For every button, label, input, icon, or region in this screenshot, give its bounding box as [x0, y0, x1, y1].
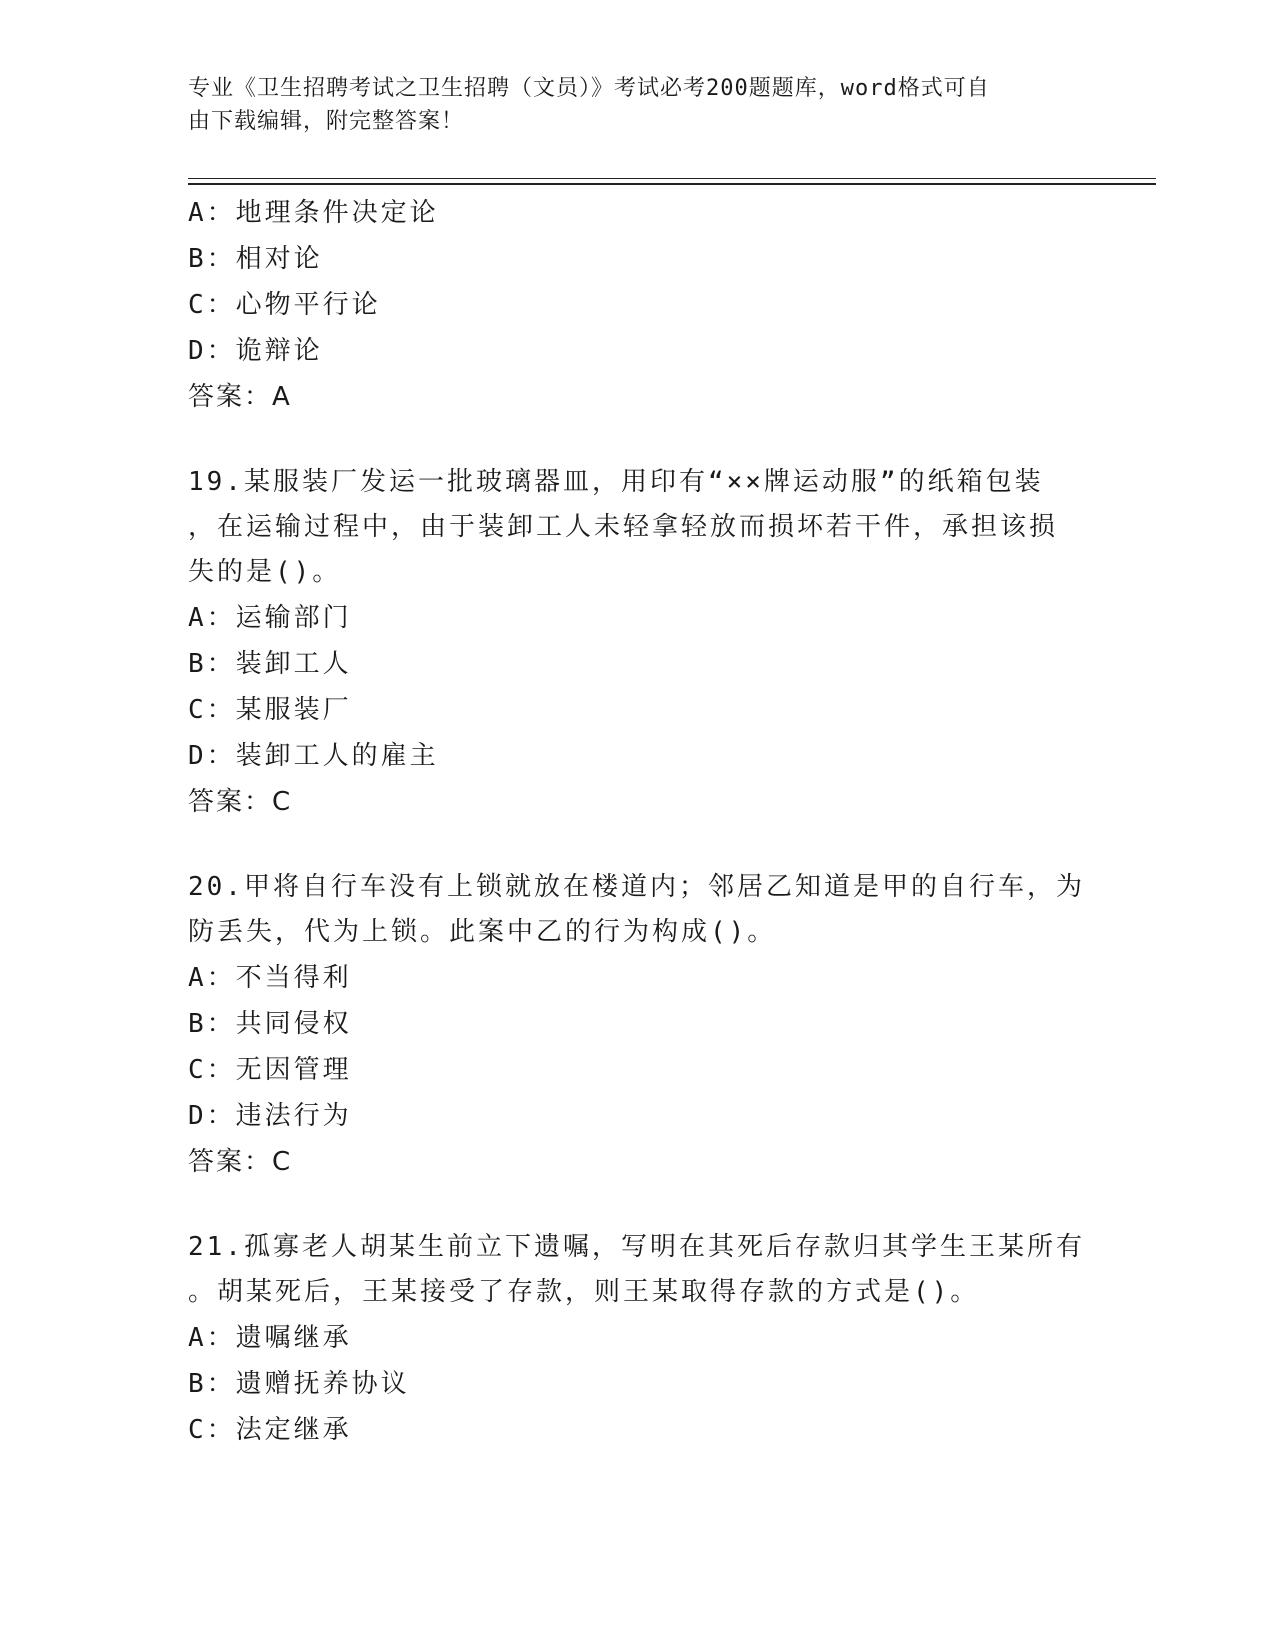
answer-key: 答案：A [188, 382, 292, 412]
question-block [188, 190, 1088, 420]
answer-option: B：装卸工人 [188, 649, 352, 679]
answer-option: B：遗赠抚养协议 [188, 1369, 410, 1399]
block-spacer [188, 825, 1088, 865]
header-rule-thick [188, 183, 1156, 185]
answer-option: D：装卸工人的雇主 [188, 741, 439, 771]
answer-option: C：某服装厂 [188, 695, 352, 725]
question-block [188, 1185, 1088, 1453]
question-text-line: 19.某服装厂发运一批玻璃器皿，用印有“××牌运动服”的纸箱包装 [188, 467, 1044, 497]
answer-key: 答案：C [188, 1147, 293, 1177]
header-rule-thin [188, 178, 1156, 179]
question-block [188, 825, 1088, 1185]
question-text-line: 21.孤寡老人胡某生前立下遗嘱，写明在其死后存款归其学生王某所有 [188, 1232, 1085, 1262]
block-spacer [188, 1185, 1088, 1225]
answer-option: B：共同侵权 [188, 1009, 352, 1039]
answer-option: A：运输部门 [188, 603, 352, 633]
answer-option: A：遗嘱继承 [188, 1323, 352, 1353]
document-header [188, 72, 1088, 138]
answer-option: D：违法行为 [188, 1101, 352, 1131]
answer-option: D：诡辩论 [188, 336, 323, 366]
answer-option: B：相对论 [188, 244, 323, 274]
answer-option: C：无因管理 [188, 1055, 352, 1085]
question-text-line: 20.甲将自行车没有上锁就放在楼道内；邻居乙知道是甲的自行车，为 [188, 872, 1085, 902]
answer-option: C：法定继承 [188, 1415, 352, 1445]
answer-option: C：心物平行论 [188, 290, 381, 320]
question-text-line: ，在运输过程中，由于装卸工人未轻拿轻放而损坏若干件，承担该损 [188, 512, 1059, 542]
header-line-2: 由下载编辑，附完整答案！ [188, 109, 465, 134]
question-block [188, 420, 1088, 825]
question-list [188, 190, 1088, 1453]
answer-key: 答案：C [188, 787, 293, 817]
block-spacer [188, 420, 1088, 460]
answer-option: A：不当得利 [188, 963, 352, 993]
question-text-line: 失的是()。 [188, 557, 342, 587]
question-text-line: 防丢失，代为上锁。此案中乙的行为构成()。 [188, 917, 777, 947]
header-line-1: 专业《卫生招聘考试之卫生招聘（文员）》考试必考200题题库，word格式可自 [188, 76, 990, 101]
question-text-line: 。胡某死后，王某接受了存款，则王某取得存款的方式是()。 [188, 1277, 980, 1307]
answer-option: A：地理条件决定论 [188, 198, 439, 228]
